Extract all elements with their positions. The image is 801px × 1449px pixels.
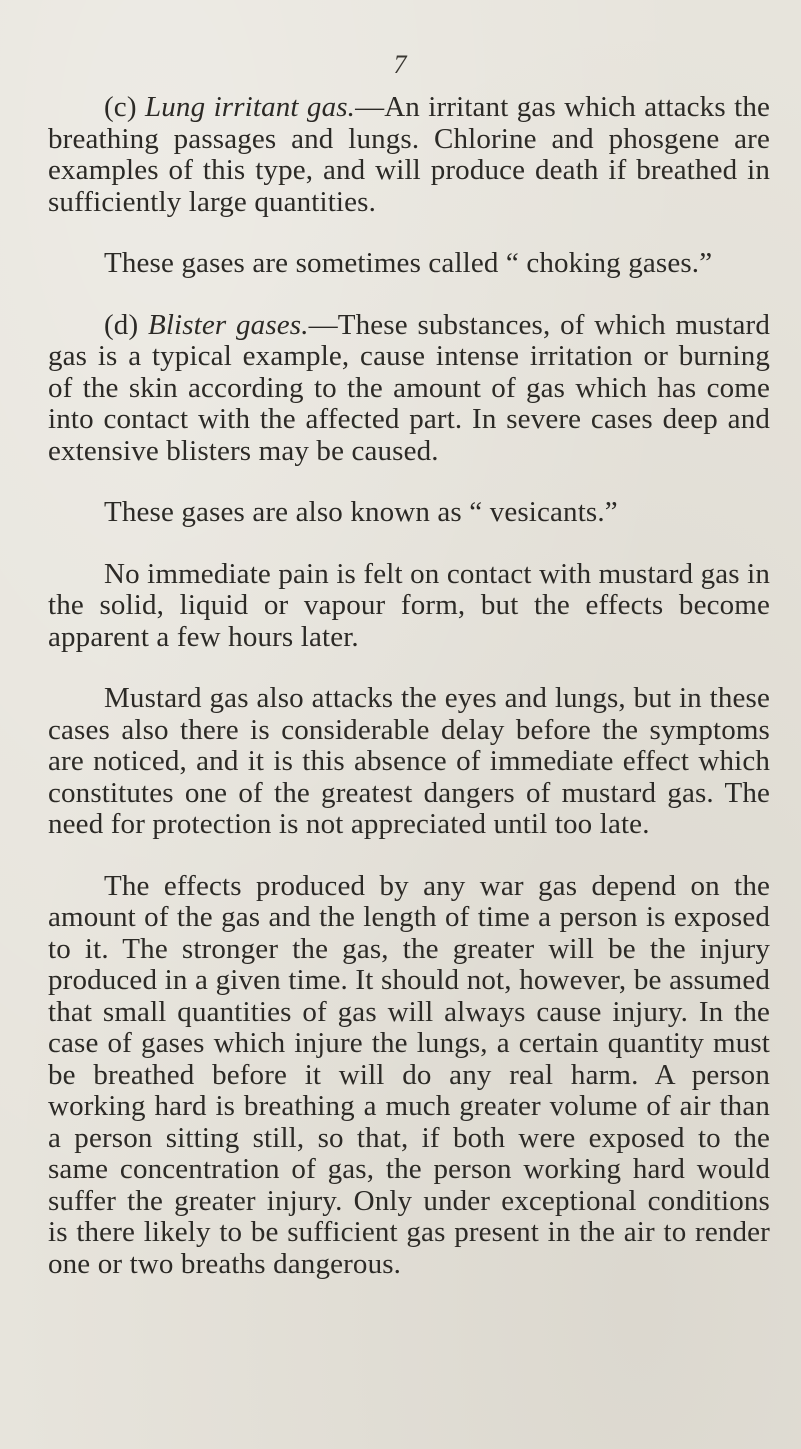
section-d-heading: Blister gases. [147, 308, 309, 341]
section-c-heading: Lung irritant gas. [145, 91, 356, 123]
paragraph-eyes-and-lungs: Mustard gas also attacks the eyes and lungs, but in these cases also there is considerable delay before the symptoms are noticed, and it is this absence of immediate effect which constitutes one of the greatest dangers of mustard gas. The need for protection is not appreciated until too late. [48, 682, 770, 840]
page-number: 7 [393, 50, 407, 79]
paragraph-immediate-pain: No immediate pain is felt on contact with mustard gas in the solid, liquid or vapour form, but the effects become apparent a few hours later. [48, 557, 770, 653]
section-d-body: —These substances, of which mustard gas is a typical example, cause intense irritation or burning of the skin according to the amount of gas which has come into contact with the affected part. In severe cases deep and extensive blisters may be caused. [48, 308, 771, 467]
paragraph-choking-gases: These gases are sometimes called “ choking gases.” [104, 247, 713, 279]
paragraph-effects-of-war-gas: The effects produced by any war gas depend on the amount of the gas and the length of time a person is exposed to it. The stronger the gas, the greater will be the injury produced in a given time. It should not, however, be assumed that small quantities of gas will always cause injury. In the case of gases which injure the lungs, a certain quantity must be breathed before it will do any real harm. A person working hard is breathing a much greater volume of air than a person sitting still, so that, if both were exposed to the same concentration of gas, the person working hard would suffer the greater injury. Only under exceptional conditions is there likely to be sufficient gas present in the air to render one or two breaths dangerous. [48, 869, 770, 1280]
paragraph-blister-gases [48, 310, 770, 468]
section-c-label: (c) [104, 91, 145, 123]
body-text [48, 92, 770, 1280]
paragraph-lung-irritant-gas [48, 92, 770, 218]
paragraph-vesicants: These gases are also known as “ vesicants.” [104, 496, 618, 528]
section-c-body: —An irritant gas which attacks the breathing passages and lungs. Chlorine and phosgene are examples of this type, and will produce death if breathed in sufficiently large quantities. [48, 91, 770, 218]
section-d-label: (d) [104, 308, 148, 341]
